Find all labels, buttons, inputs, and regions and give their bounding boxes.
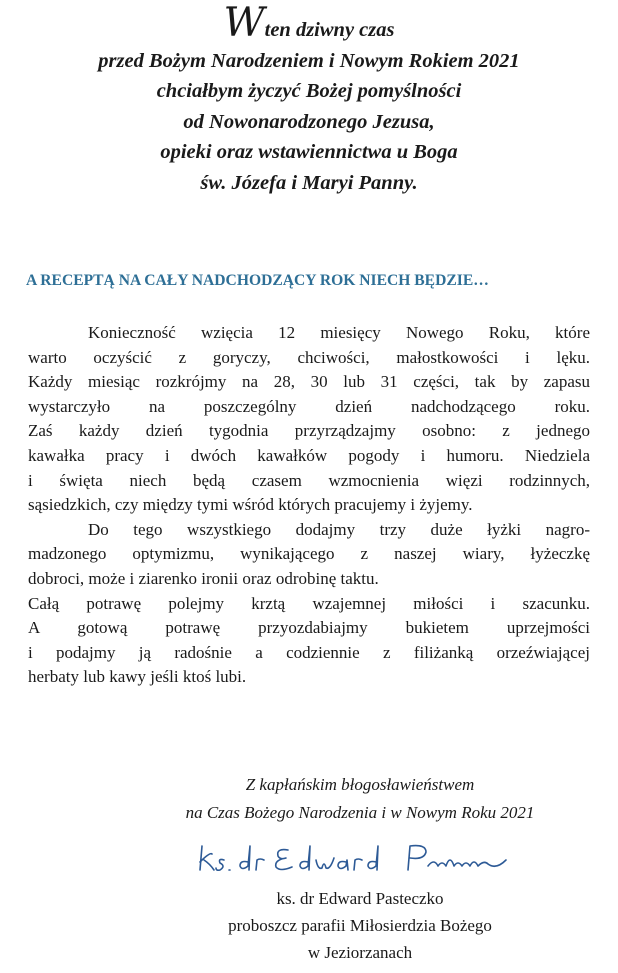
greeting-line: św. Józefa i Maryi Panny. [200,171,418,194]
body-line: Całą potrawę polejmy krztą wzajemnej miłości i szacunku. [28,593,590,613]
greeting-line: przed Bożym Narodzeniem i Nowym Rokiem 2021 [98,49,520,72]
greeting-line [0,0,618,46]
handwritten-signature [196,840,516,880]
body-line: dobroci, może i ziarenko ironii oraz odrobinę taktu. [28,568,379,588]
greeting-block [0,0,618,198]
signer-name: ks. dr Edward Pasteczko [276,889,444,908]
signer-location: w Jeziorzanach [307,943,413,962]
body-line: sąsiedzkich, czy między tymi wśród których pracujemy i żyjemy. [28,495,473,515]
greeting-line: chciałbym życzyć Bożej pomyślności [156,80,462,102]
section-heading: A RECEPTĄ NA CAŁY NADCHODZĄCY ROK NIECH BĘDZIE… [26,272,489,289]
body-line: wystarczyło na poszczególny dzień nadchodzącego roku. [28,396,590,416]
body-line: Każdy miesiąc rozkrójmy na 28, 30 lub 31 części, tak by zapasu [28,372,590,392]
body-line: warto oczyścić z goryczy, chciwości, małostkowości i lęku. [28,347,590,367]
body-line: i święta niech będą czasem wzmocnienia więzi rodzinnych, [28,470,590,490]
greeting-line: od Nowonarodzonego Jezusa, [183,110,435,133]
closing-line: Z kapłańskim błogosławieństwem [245,775,475,794]
body-line: Do tego wszystkiego dodajmy trzy duże łyżki nagro- [88,519,590,539]
body-line: i podajmy ją radośnie a codziennie z filiżanką orzeźwiającej [28,642,590,662]
drop-cap: W [223,0,263,46]
greeting-line: opieki oraz wstawiennictwa u Boga [160,141,458,163]
body-line: madzonego optymizmu, wynikającego z naszej wiary, łyżeczkę [28,544,590,564]
body-line: herbaty lub kawy jeśli ktoś lubi. [28,667,247,687]
greeting-line-text: ten dziwny czas [264,19,395,41]
closing-block [140,771,580,827]
signer-title: proboszcz parafii Miłosierdzia Bożego [228,916,492,935]
closing-line: na Czas Bożego Narodzenia i w Nowym Roku 2021 [185,803,535,822]
recipe-body [28,321,590,690]
body-line: kawałka pracy i dwóch kawałków pogody i humoru. Niedziela [28,445,590,465]
body-line: Konieczność wzięcia 12 miesięcy Nowego Roku, które [88,323,590,342]
body-line: A gotową potrawę przyozdabiajmy bukietem uprzejmości [28,618,590,638]
signer-block [140,885,580,966]
body-line: Zaś każdy dzień tygodnia przyrządzajmy osobno: z jednego [28,421,590,441]
